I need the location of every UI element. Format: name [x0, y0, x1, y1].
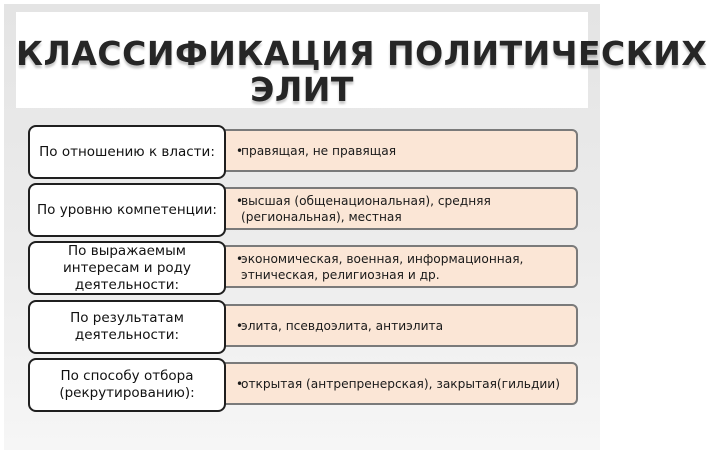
row-description: правящая, не правящая	[241, 143, 397, 158]
row-category: По выражаемым интересам и роду деятельности:	[62, 242, 192, 293]
classification-row	[28, 125, 580, 177]
title-band	[16, 12, 707, 109]
row-description: элита, псевдоэлита, антиэлита	[241, 318, 444, 333]
row-category-box	[28, 183, 226, 237]
row-description-box	[218, 304, 578, 347]
row-description: открытая (антрепренерская), закрытая(гильдии)	[241, 376, 560, 391]
classification-row	[28, 358, 580, 410]
row-category: По способу отбора (рекрутированию):	[59, 368, 195, 401]
title-line-1: КЛАССИФИКАЦИЯ ПОЛИТИЧЕСКИХ	[16, 34, 707, 73]
row-description: экономическая, военная, информационная, этническая, религиозная и др.	[241, 251, 524, 282]
bullet-icon: •	[236, 251, 244, 266]
classification-row	[28, 300, 580, 352]
row-description-box	[218, 245, 578, 288]
bullet-icon: •	[236, 318, 244, 333]
row-description-box	[218, 129, 578, 172]
row-category: По отношению к власти:	[39, 143, 215, 160]
row-category-box	[28, 300, 226, 354]
title-line-2: ЭЛИТ	[250, 70, 354, 109]
bullet-icon: •	[236, 193, 244, 208]
row-category: По уровню компетенции:	[37, 201, 217, 218]
slide	[4, 4, 707, 450]
row-description-box	[218, 362, 578, 405]
row-category-box	[28, 358, 226, 412]
classification-row	[28, 241, 580, 293]
classification-row	[28, 183, 580, 235]
row-description-box	[218, 187, 578, 230]
row-category-box	[28, 241, 226, 295]
row-category: По результатам деятельности:	[70, 310, 184, 343]
row-category-box	[28, 125, 226, 179]
bullet-icon: •	[236, 143, 244, 158]
bullet-icon: •	[236, 376, 244, 391]
row-description: высшая (общенациональная), средняя (региональная), местная	[241, 193, 491, 224]
